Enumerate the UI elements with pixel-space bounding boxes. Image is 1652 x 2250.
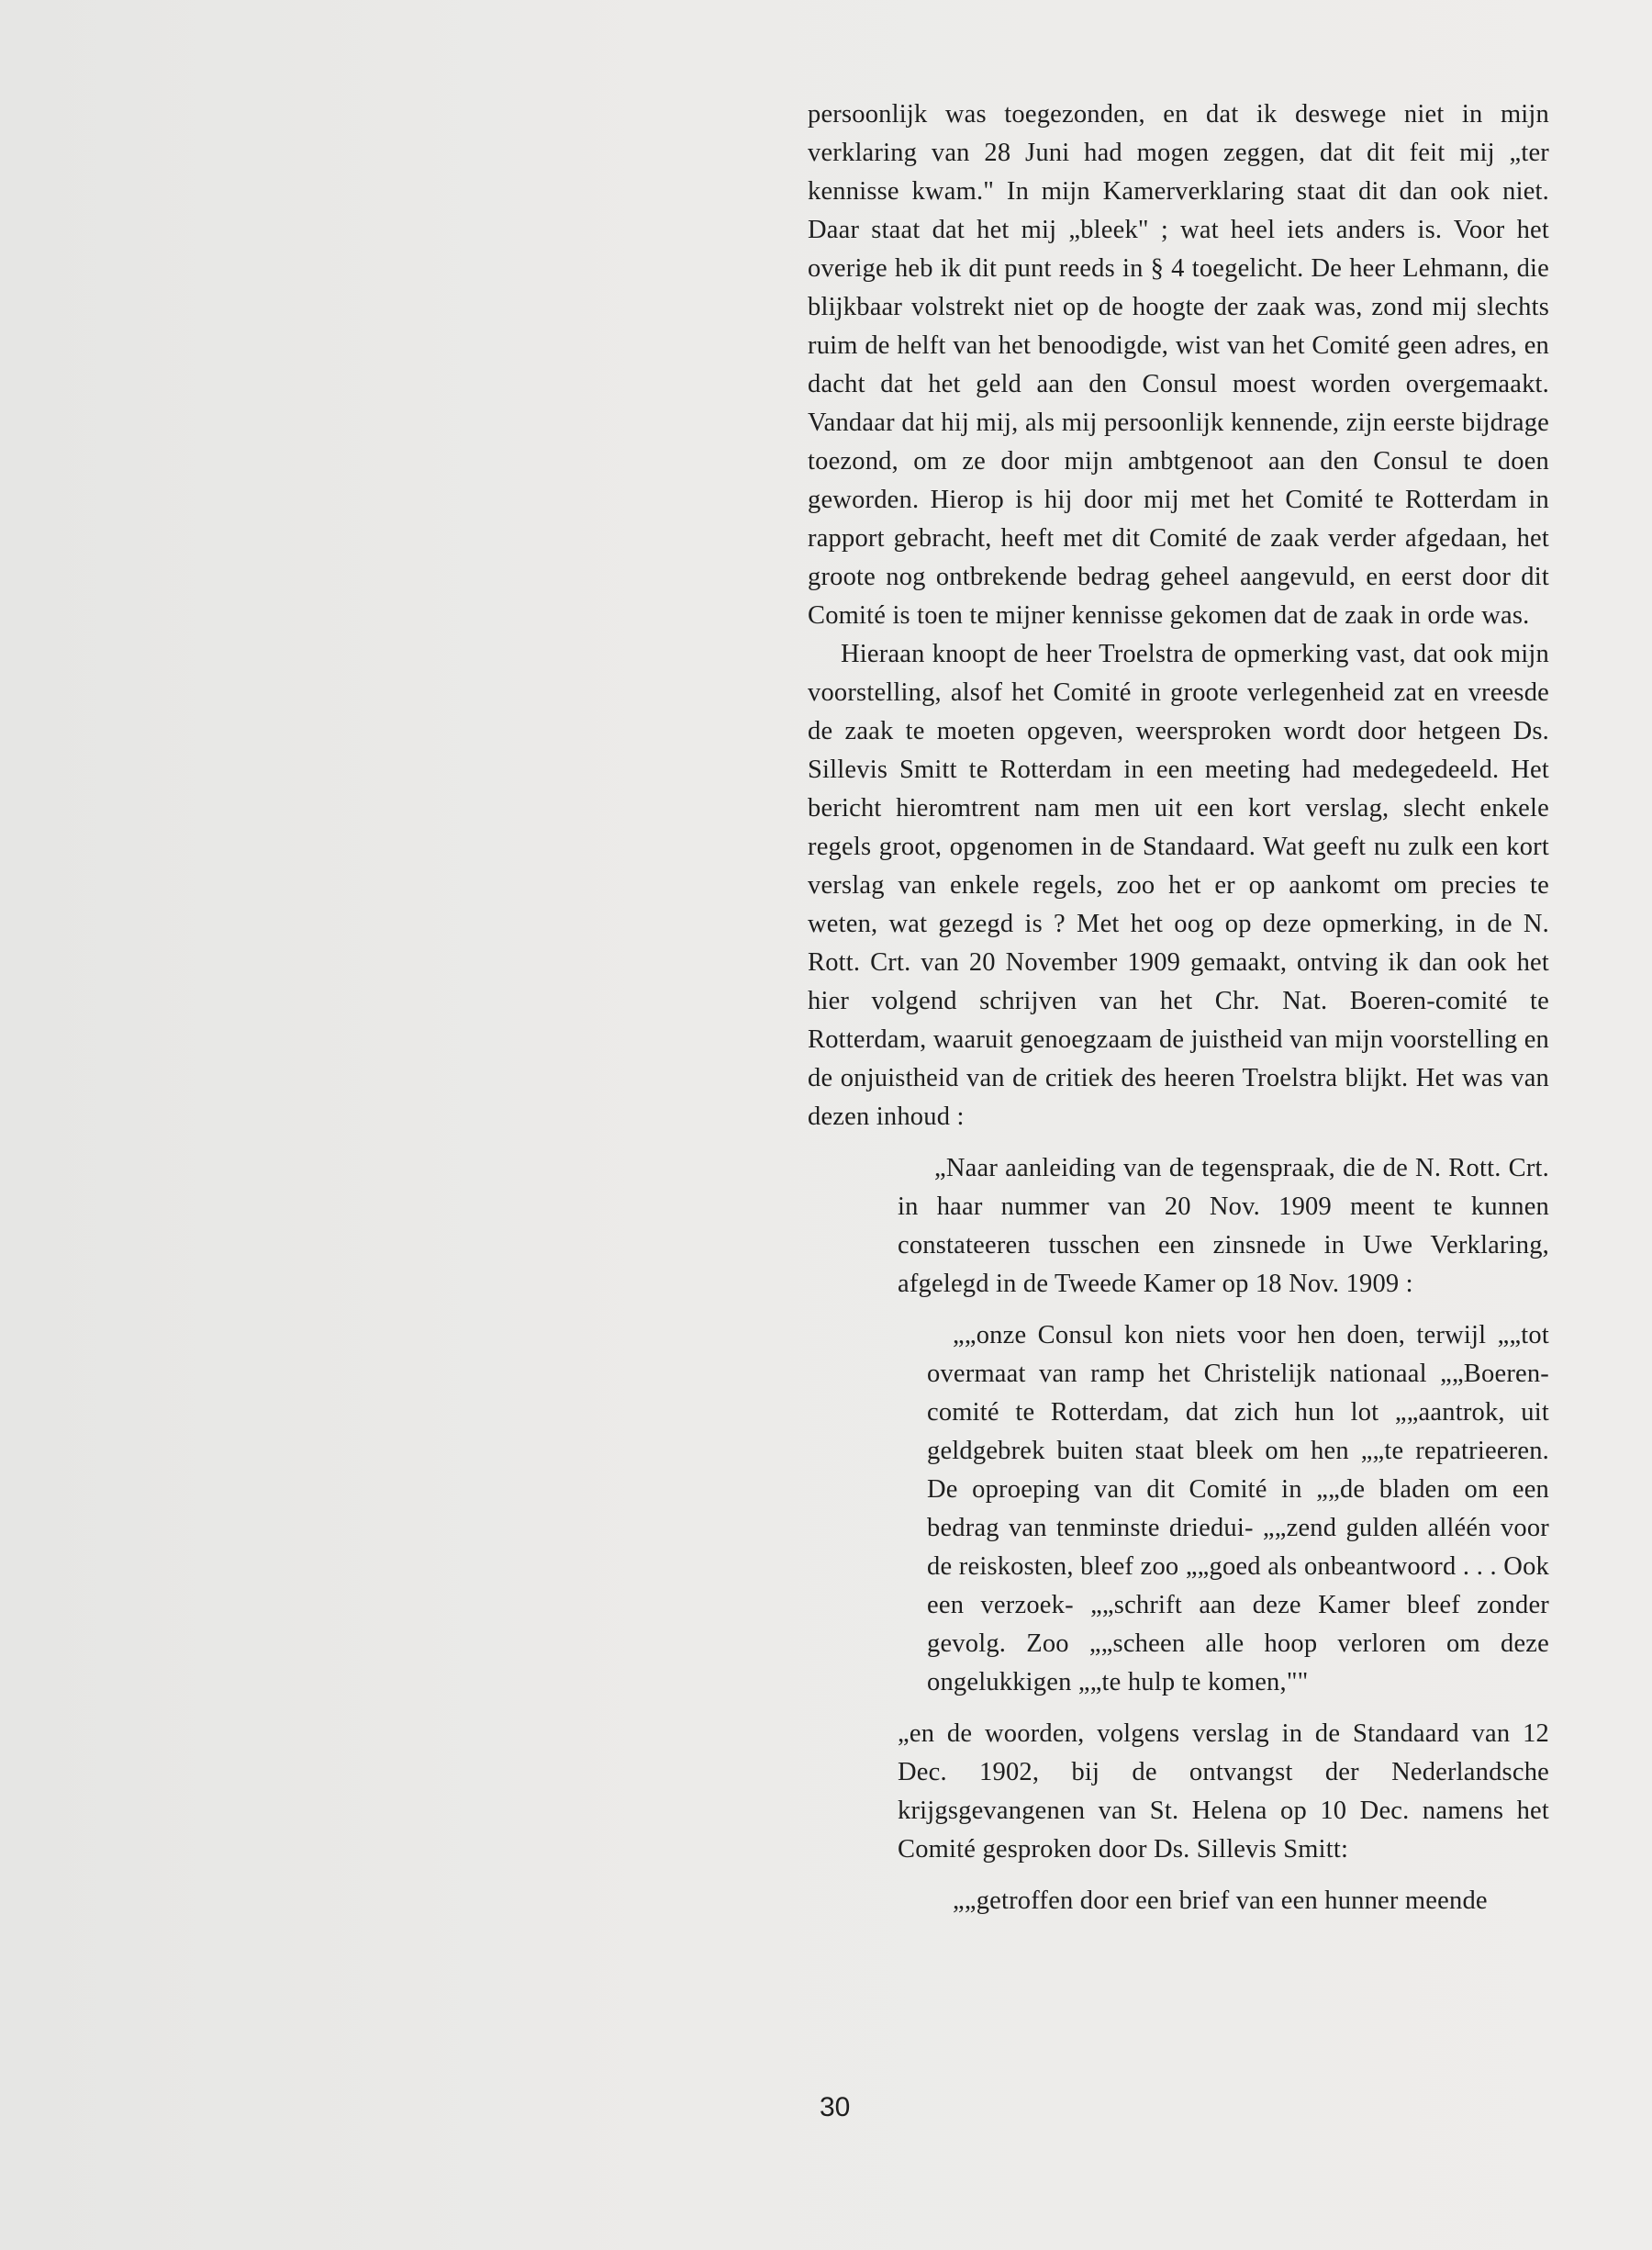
quoted-letter-paragraph: „en de woorden, volgens verslag in de Standaard van 12 Dec. 1902, bij de ontvangst der Nederlandsche krijgsgevangenen van St. Helena op 10 Dec. namens het Comité gesproken door Ds. Sillevis Smitt: xyxy=(898,1719,1549,1864)
nested-quote-paragraph: „„getroffen door een brief van een hunner meende xyxy=(953,1886,1488,1915)
body-paragraph: Hieraan knoopt de heer Troelstra de opmerking vast, dat ook mijn voorstelling, alsof het Comité in groote verlegenheid zat en vreesde de zaak te moeten opgeven, weersproken wordt door hetgeen Ds. Sillevis Smitt te Rotterdam in een meeting had medegedeeld. Het bericht hieromtrent nam men uit een kort verslag, slecht enkele regels groot, opgenomen in de Standaard. Wat geeft nu zulk een kort verslag van enkele regels, zoo het er op aankomt om precies te weten, wat gezegd is ? Met het oog op deze opmerking, in de N. Rott. Crt. van 20 November 1909 gemaakt, ontving ik dan ook het hier volgend schrijven van het Chr. Nat. Boeren-comité te Rotterdam, waaruit genoegzaam de juistheid van mijn voorstelling en de onjuistheid van de critiek des heeren Troelstra blijkt. Het was van dezen inhoud : xyxy=(808,640,1549,1131)
page-number: 30 xyxy=(820,2092,851,2122)
quoted-letter-paragraph: „Naar aanleiding van de tegenspraak, die de N. Rott. Crt. in haar nummer van 20 Nov. 1909 meent te kunnen constateeren tusschen een zinsnede in Uwe Verklaring, afgelegd in de Tweede Kamer op 18 Nov. 1909 : xyxy=(898,1154,1549,1298)
nested-quote-paragraph: „„onze Consul kon niets voor hen doen, terwijl „„tot overmaat van ramp het Christelijk nationaal „„Boeren-comité te Rotterdam, dat zich hun lot „„aantrok, uit geldgebrek buiten staat bleek om hen „„te repatrieeren. De oproeping van dit Comité in „„de bladen om een bedrag van tenminste driedui- „„zend gulden alléén voor de reiskosten, bleef zoo „„goed als onbeantwoord . . . Ook een verzoek- „„schrift aan deze Kamer bleef zonder gevolg. Zoo „„scheen alle hoop verloren om deze ongelukkigen „„te hulp te komen,"" xyxy=(927,1321,1549,1696)
body-paragraph: persoonlijk was toegezonden, en dat ik deswege niet in mijn verklaring van 28 Juni had mogen zeggen, dat dit feit mij „ter kennisse kwam." In mijn Kamerverklaring staat dit dan ook niet. Daar staat dat het mij „bleek" ; wat heel iets anders is. Voor het overige heb ik dit punt reeds in § 4 toegelicht. De heer Lehmann, die blijkbaar volstrekt niet op de hoogte der zaak was, zond mij slechts ruim de helft van het benoodigde, wist van het Comité geen adres, en dacht dat het geld aan den Consul moest worden overgemaakt. Vandaar dat hij mij, als mij persoonlijk kennende, zijn eerste bijdrage toezond, om ze door mijn ambtgenoot aan den Consul te doen geworden. Hierop is hij door mij met het Comité te Rotterdam in rapport gebracht, heeft met dit Comité de zaak verder afgedaan, het groote nog ontbrekende bedrag geheel aangevuld, en eerst door dit Comité is toen te mijner kennisse gekomen dat de zaak in orde was. xyxy=(808,100,1549,630)
text-column xyxy=(808,95,1549,1920)
